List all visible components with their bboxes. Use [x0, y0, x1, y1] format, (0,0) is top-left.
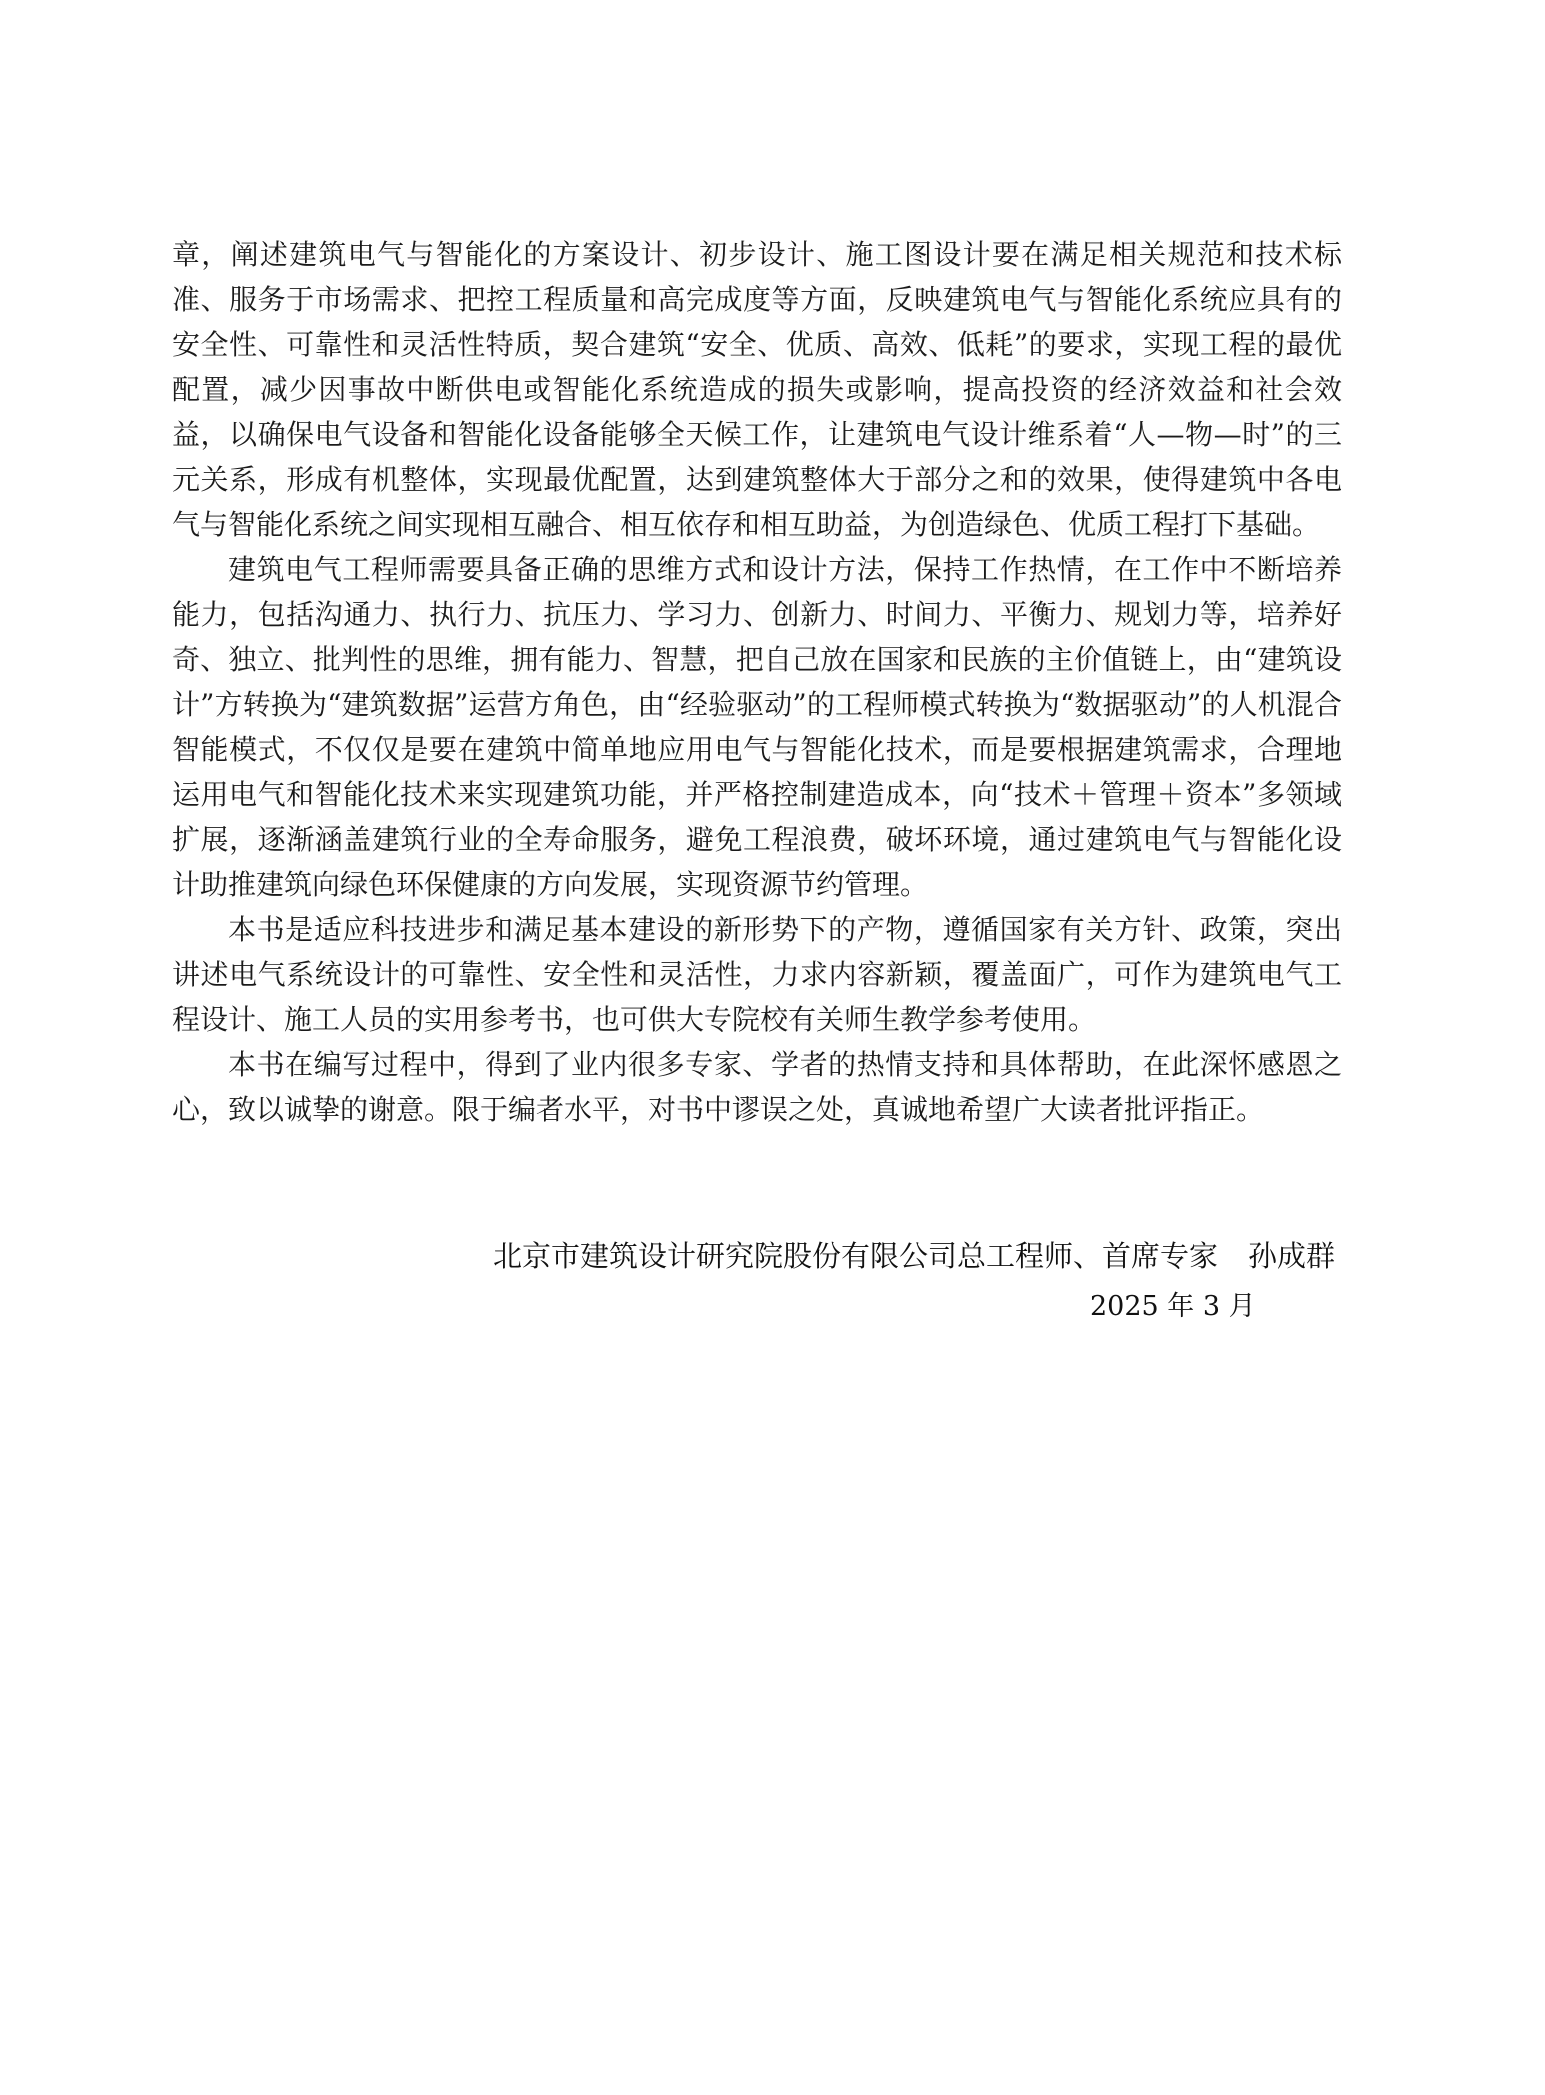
paragraph: 本书在编写过程中，得到了业内很多专家、学者的热情支持和具体帮助，在此深怀感恩之心，致以诚挚的谢意。限于编者水平，对书中谬误之处，真诚地希望广大读者批评指正。 [172, 1048, 1342, 1126]
paragraph-continuation: 章，阐述建筑电气与智能化的方案设计、初步设计、施工图设计要在满足相关规范和技术标准、服务于市场需求、把控工程质量和高完成度等方面，反映建筑电气与智能化系统应具有的安全性、可靠性和灵活性特质，契合建筑“安全、优质、高效、低耗”的要求，实现工程的最优配置，减少因事故中断供电或智能化系统造成的损失或影响，提高投资的经济效益和社会效益，以确保电气设备和智能化设备能够全天候工作，让建筑电气设计维系着“人—物—时”的三元关系，形成有机整体，实现最优配置，达到建筑整体大于部分之和的效果，使得建筑中各电气与智能化系统之间实现相互融合、相互依存和相互助益，为创造绿色、优质工程打下基础。 [172, 238, 1342, 541]
signature-affiliation: 北京市建筑设计研究院股份有限公司总工程师、首席专家 [492, 1239, 1218, 1273]
signature-date: 2025 年 3 月 [1090, 1291, 1256, 1322]
paragraph: 本书是适应科技进步和满足基本建设的新形势下的产物，遵循国家有关方针、政策，突出讲述电气系统设计的可靠性、安全性和灵活性，力求内容新颖，覆盖面广，可作为建筑电气工程设计、施工人员的实用参考书，也可供大专院校有关师生教学参考使用。 [172, 913, 1342, 1036]
paragraph: 建筑电气工程师需要具备正确的思维方式和设计方法，保持工作热情，在工作中不断培养能力，包括沟通力、执行力、抗压力、学习力、创新力、时间力、平衡力、规划力等，培养好奇、独立、批判性的思维，拥有能力、智慧，把自己放在国家和民族的主价值链上，由“建筑设计”方转换为“建筑数据”运营方角色，由“经验驱动”的工程师模式转换为“数据驱动”的人机混合智能模式，不仅仅是要在建筑中简单地应用电气与智能化技术，而是要根据建筑需求，合理地运用电气和智能化技术来实现建筑功能，并严格控制建造成本，向“技术＋管理＋资本”多领域扩展，逐渐涵盖建筑行业的全寿命服务，避免工程浪费，破坏环境，通过建筑电气与智能化设计助推建筑向绿色环保健康的方向发展，实现资源节约管理。 [172, 553, 1342, 901]
signature-block [493, 1236, 1335, 1276]
signature-author: 孙成群 [1247, 1239, 1335, 1273]
body-text [172, 232, 1342, 1132]
